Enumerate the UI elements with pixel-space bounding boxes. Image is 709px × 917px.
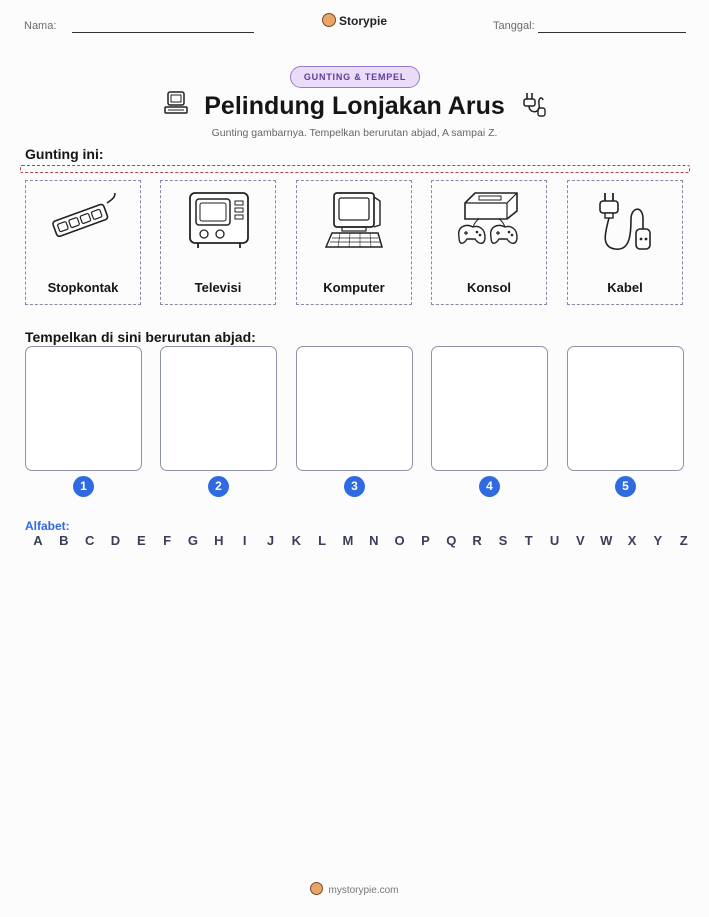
- title-text: Pelindung Lonjakan Arus: [204, 92, 505, 120]
- brand-name: Storypie: [338, 14, 387, 28]
- alphabet-letter: T: [524, 533, 533, 548]
- alphabet-letter: J: [266, 533, 275, 548]
- cut-section-label: Gunting ini:: [25, 146, 104, 162]
- cut-card-komputer[interactable]: [296, 180, 412, 305]
- alphabet-letter: N: [369, 533, 379, 548]
- alphabet-letter: I: [242, 533, 247, 548]
- card-label: Stopkontak: [47, 280, 119, 295]
- alphabet-letter: G: [187, 533, 199, 548]
- storypie-logo-icon: [310, 882, 323, 895]
- cut-card-konsol[interactable]: [431, 180, 547, 305]
- alphabet-strip: [31, 533, 691, 548]
- paste-slot-4[interactable]: [431, 346, 548, 471]
- slot-number-badge: 1: [73, 476, 94, 497]
- plug-title-icon: [519, 90, 547, 118]
- paste-section-label: Tempelkan di sini berurutan abjad:: [25, 329, 256, 345]
- alphabet-label: Alfabet:: [25, 519, 70, 533]
- alphabet-letter: L: [318, 533, 327, 548]
- paste-slot-1[interactable]: [25, 346, 142, 471]
- slot-number-badge: 3: [344, 476, 365, 497]
- power-strip-icon: [49, 189, 119, 249]
- alphabet-letter: A: [33, 533, 43, 548]
- brand-logo: [0, 13, 709, 28]
- alphabet-letter: X: [627, 533, 637, 548]
- card-label: Konsol: [466, 280, 512, 295]
- cut-card-televisi[interactable]: [160, 180, 276, 305]
- alphabet-letter: Q: [446, 533, 457, 548]
- name-label: Nama:: [24, 20, 57, 32]
- storypie-logo-icon: [322, 13, 336, 27]
- name-line[interactable]: [72, 32, 254, 33]
- paste-slot-3[interactable]: [296, 346, 413, 471]
- activity-badge: GUNTING & TEMPEL: [290, 66, 420, 88]
- computer-title-icon: [162, 90, 192, 118]
- alphabet-letter: U: [549, 533, 560, 548]
- date-line[interactable]: [538, 32, 686, 33]
- alphabet-letter: Y: [653, 533, 663, 548]
- card-label: Kabel: [607, 280, 643, 295]
- card-label: Komputer: [323, 280, 385, 295]
- paste-slot-5[interactable]: [567, 346, 684, 471]
- footer: [0, 882, 709, 896]
- alphabet-letter: W: [600, 533, 613, 548]
- slot-number-badge: 2: [208, 476, 229, 497]
- alphabet-letter: F: [163, 533, 172, 548]
- game-console-icon: [455, 189, 525, 253]
- alphabet-letter: M: [342, 533, 354, 548]
- page-title: [0, 90, 709, 121]
- alphabet-letter: B: [59, 533, 69, 548]
- instructions: Gunting gambarnya. Tempelkan berurutan abjad, A sampai Z.: [211, 127, 498, 139]
- plug-cable-icon: [591, 189, 661, 255]
- alphabet-letter: O: [394, 533, 405, 548]
- cut-card-stopkontak[interactable]: [25, 180, 141, 305]
- cut-card-kabel[interactable]: [567, 180, 683, 305]
- footer-url[interactable]: mystorypie.com: [328, 885, 399, 896]
- cut-line: [20, 165, 690, 173]
- date-label: Tanggal:: [493, 20, 535, 32]
- alphabet-letter: C: [84, 533, 95, 548]
- slot-number-badge: 5: [615, 476, 636, 497]
- alphabet-letter: S: [498, 533, 508, 548]
- alphabet-letter: H: [214, 533, 224, 548]
- computer-icon: [320, 189, 390, 253]
- alphabet-letter: D: [110, 533, 121, 548]
- paste-slot-2[interactable]: [160, 346, 277, 471]
- alphabet-letter: E: [136, 533, 146, 548]
- television-icon: [184, 189, 254, 251]
- slot-number-badge: 4: [479, 476, 500, 497]
- card-label: Televisi: [194, 280, 242, 295]
- alphabet-letter: K: [291, 533, 301, 548]
- alphabet-letter: R: [472, 533, 482, 548]
- alphabet-letter: V: [576, 533, 585, 548]
- alphabet-letter: Z: [679, 533, 688, 548]
- alphabet-letter: P: [421, 533, 430, 548]
